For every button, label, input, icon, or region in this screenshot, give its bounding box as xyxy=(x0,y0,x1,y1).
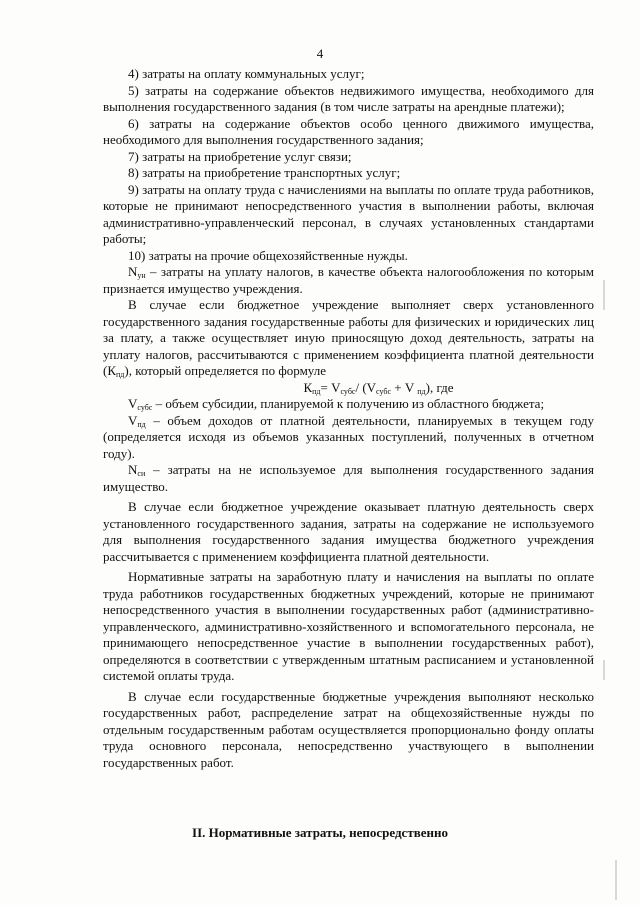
paragraph-item-4: 4) затраты на оплату коммунальных услуг; xyxy=(128,66,365,81)
paragraph-item-7: 7) затраты на приобретение услуг связи; xyxy=(128,148,352,164)
section-heading: II. Нормативные затраты, непосредственно xyxy=(192,825,448,840)
paragraph-item-8: 8) затраты на приобретение транспортных услуг; xyxy=(128,165,401,180)
paragraph-paid-services: В случае если бюджетное учреждение оказывает платную деятельность сверх установленного государственного задания, затраты на содержание не используемого для выполнения государственного задания имущества бюджетного учреждения рассчитывается с применением коэффициента платной деятельности. xyxy=(103,499,594,564)
paragraph-paid-activity: В случае если бюджетное учреждение выполняет сверх установленного государственного задания государственные работы для физических и юридических лиц за плату, а также осуществляет иную приносящую доход деятельность, затраты на уплату налогов, рассчитываются с применением коэффициента платной деятельности $(К_{пд})$, который определяется по формуле xyxy=(103,297,594,379)
formula: $К_{пд}= V_{субс}/$ ($V_{субс} + V$ $_{пд}$), где xyxy=(303,379,454,396)
paragraph-item-5: 5) затраты на содержание объектов недвижимого имущества, необходимого для выполнения государственного задания (в том числе затраты на арендные платежи); xyxy=(103,82,594,114)
paragraph-vsubs-definition: $V_{субс}$ – объем субсидии, планируемой к получению из областного бюджета; xyxy=(128,396,545,412)
paragraph-salary-norms: Нормативные затраты на заработную плату и начисления на выплаты по оплате труда работников государственных бюджетных учреждений, которые не принимают непосредственного участия в выполнении государственных работ (административно-управленческого, административно-хозяйственного и вспомогательного персонала, не принимающего непосредственное участие в выполнении государственных работ), определяются в соответствии с утвержденным штатным расписанием и установленной системой оплаты труда. xyxy=(103,569,594,683)
document-body xyxy=(103,66,594,771)
paragraph-item-10: 10) затраты на прочие общехозяйственные нужды. xyxy=(128,247,408,263)
paragraph-tax-definition: $N_{ун}$ – затраты на уплату налогов, в качестве объекта налогообложения по которым признается имущество учреждения. xyxy=(103,264,594,296)
page-number: 4 xyxy=(316,46,324,61)
scan-artifact xyxy=(603,660,605,680)
scan-artifact xyxy=(603,280,605,310)
scan-artifact xyxy=(615,860,617,900)
paragraph-vpd-definition: $V_{пд}$ – объем доходов от платной деятельности, планируемых в текущем году (определяется исходя из объемов указанных поступлений, полученных в отчетном году). xyxy=(103,412,594,461)
paragraph-item-9: 9) затраты на оплату труда с начислениями на выплаты по оплате труда работников, которые не принимают непосредственного участия в выполнении работы, включая административно-управленческий персонал, в случаях установленных стандартами работы; xyxy=(103,181,594,246)
paragraph-item-6: 6) затраты на содержание объектов особо ценного движимого имущества, необходимого для выполнения государственного задания; xyxy=(103,115,594,147)
paragraph-cost-distribution: В случае если государственные бюджетные учреждения выполняют несколько государственных работ, распределение затрат на общехозяйственные нужды по отдельным государственным работам осуществляется пропорционально фонду оплаты труда основного персонала, непосредственно участвующего в выполнении государственных работ. xyxy=(103,688,594,770)
paragraph-nsi-definition: $N_{си}$ – затраты на не используемое для выполнения государственного задания имущество. xyxy=(103,462,594,494)
